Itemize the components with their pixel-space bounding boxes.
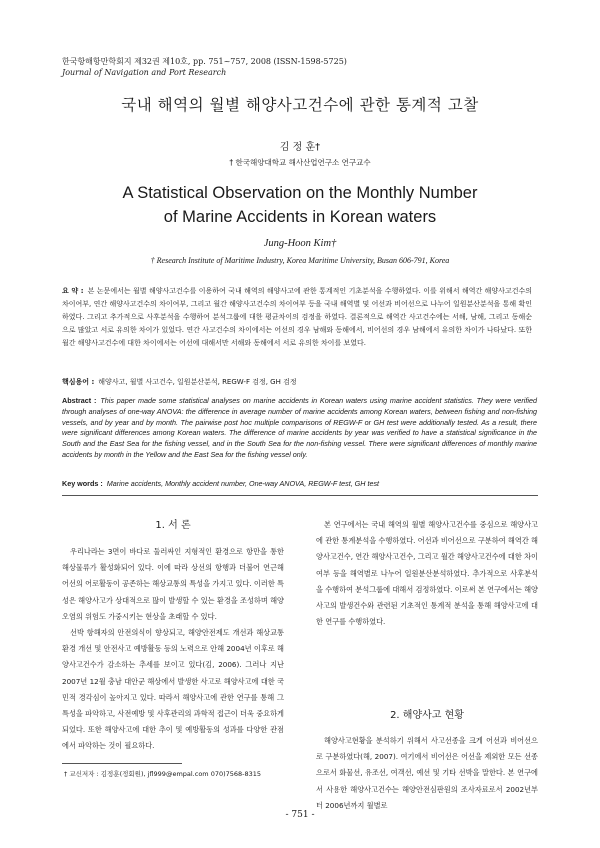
- keywords-english-text: Marine accidents, Monthly accident number, One-way ANOVA, REGW-F test, GH test: [106, 479, 380, 488]
- keywords-korean: [62, 376, 532, 388]
- abstract-english-text: This paper made some statistical analyses on marine accidents in Korean waters using marine accident statistics. They were verified through analyses of one-way ANOVA: the difference in average number of marine accidents among Korean waters, between fishing and non-fishing vessels, and by year and by month. The pairwise post hoc multiple comparisons of REGW-F or GH test were additionally tested. As a result, there were significant differences among Korean waters. The difference of marine accidents by year was verified to have a statistical significance in the South and the East Sea for the fishing vessel, and in the South Sea for the non-fishing vessel. There were significant differences of monthly marine accidents by month in the Yellow and the East Sea for the fishing vessel only.: [62, 396, 537, 459]
- title-english: [0, 181, 600, 229]
- keywords-english: [62, 478, 537, 489]
- affiliation-korean: † 한국해양대학교 해사산업연구소 연구교수: [229, 158, 371, 167]
- journal-name: Journal of Navigation and Port Research: [62, 68, 227, 77]
- keywords-english-label: Key words :: [62, 479, 103, 488]
- author-english: Jung-Hoon Kim†: [263, 238, 337, 249]
- footnote-divider: [62, 763, 182, 764]
- abstract-korean-text: 본 논문에서는 월별 해양사고건수를 이용하여 국내 해역의 해양사고에 관한 통계적인 기초분석을 수행하였다. 이를 위해서 해역간 해양사고건수의 차이여부, 연간 해양사고건수의 차이여부, 그리고 월간 해양사고건수의 차이여부 등을 국내 해역별 및 어선과 비어선으로 나누어 일원분산분석을 통해 확인하였다. 그리고 추가적으로 사후분석을 수행하여 분석그룹에 대한 평균차이의 검정을 하였다. 결론적으로 해역간 사고건수에는 서해, 남해, 그리고 동해순으로 많았고 서로 유의한 차이가 있었다. 연간 사고건수의 차이에서는 어선의 경우 남해와 동해에서, 비어선의 경우 남해에서 유의한 차이가 나타났다. 또한 월간 해양사고건수에 대한 차이에서는 어선에 대해서만 서해와 동해에서 서로 유의한 차이를 보였다.: [62, 287, 532, 347]
- abstract-korean: [62, 285, 532, 350]
- abstract-english-label: Abstract :: [62, 396, 97, 405]
- section-heading-introduction: 1. 서 론: [155, 520, 191, 531]
- introduction-body-continued: [316, 517, 538, 630]
- paragraph: 해양사고현황을 분석하기 위해서 사고선종을 크게 어선과 비어선으로 구분하였다(해, 2007). 여기에서 비어선은 어선을 제외한 모든 선종으로서 화물선, 유조선, 여객선, 예선 및 기타 선박을 말한다. 본 연구에서 사용한 해양사고건수는 해양안전심판원의 조사자료로서 2002년부터 2006년까지 월별로: [316, 736, 538, 810]
- introduction-body: [62, 544, 284, 755]
- title-english-line1: A Statistical Observation on the Monthly Number: [122, 184, 478, 202]
- paragraph: 선박 항해자의 안전의식이 향상되고, 해양안전제도 개선과 해상교통 환경 개선 및 안전사고 예방활동 등의 노력으로 안해 2004년 이후로 해양사고건수가 감소하는 추세를 보이고 있다(김, 2006). 그러나 지난 2007년 12월 충남 대안군 해상에서 발생한 사고로 해양사고에 대한 국민적 경각심이 높아지고 있다. 따라서 해양사고에 관한 연구를 통해 그 특성을 파악하고, 사전예방 및 사후관리의 과학적 접근이 더욱 중요하게 되었다. 또한 해양사고에 대한 추이 및 예방활동의 성과를 다양한 관점에서 파악하는 것이 필요하다.: [62, 628, 284, 751]
- section-heading-accident-status: 2. 해양사고 현황: [390, 710, 464, 721]
- paragraph: 본 연구에서는 국내 해역의 월별 해양사고건수를 중심으로 해양사고에 관한 통계분석을 수행하였다. 어선과 비어선으로 구분하여 해역간 해양사고건수, 연간 해양사고건수, 그리고 월간 해양사고건수에 대한 차이여부 등을 해역별로 나누어 일원분산분석하였다. 추가적으로 사후분석을 수행하여 분석그룹에 대해서 검정하였다. 이로써 본 연구에서는 해양사고의 발생건수와 관련된 기초적인 통계적 분석을 통해 해양사고에 대한 연구를 수행하였다.: [316, 520, 538, 627]
- affiliation-english: † Research Institute of Maritime Industry, Korea Maritime University, Busan 606-791, Korea: [150, 256, 450, 265]
- abstract-korean-label: 요 약 :: [62, 287, 84, 295]
- journal-header: [62, 56, 347, 78]
- section-divider: [62, 495, 538, 496]
- keywords-korean-label: 핵심용어 :: [62, 378, 95, 386]
- keywords-korean-text: 해양사고, 월별 사고건수, 일원분산분석, REGW-F 검정, GH 검정: [98, 378, 297, 386]
- abstract-english: [62, 396, 537, 461]
- journal-citation: 한국항해항만학회지 제32권 제10호, pp. 751~757, 2008 (ISSN-1598-5725): [62, 57, 347, 66]
- author-korean: 김 정 훈†: [279, 142, 321, 153]
- title-english-line2: of Marine Accidents in Korean waters: [163, 208, 437, 226]
- footnote-corresponding-author: † 교신저자 : 김정훈(정회원), jfl999@empal.com 070)7568-8315: [64, 770, 262, 778]
- title-korean: 국내 해역의 월별 해양사고건수에 관한 통계적 고찰: [121, 96, 479, 114]
- accident-status-body: [316, 733, 538, 814]
- page-number: - 751 -: [285, 810, 315, 820]
- paragraph: 우리나라는 3면이 바다로 둘러싸인 지형적인 환경으로 항만을 통한 해상물류가 활성화되어 있다. 이에 따라 상선의 항행과 더불어 연근해 어선의 어로활동이 공존하는 해상교통의 특성을 가지고 있다. 이러한 특성은 해양사고가 상대적으로 많이 발생할 수 있는 환경을 조성하며 해양오염의 위험도 가중시키는 현상을 초래할 수 있다.: [62, 547, 284, 621]
